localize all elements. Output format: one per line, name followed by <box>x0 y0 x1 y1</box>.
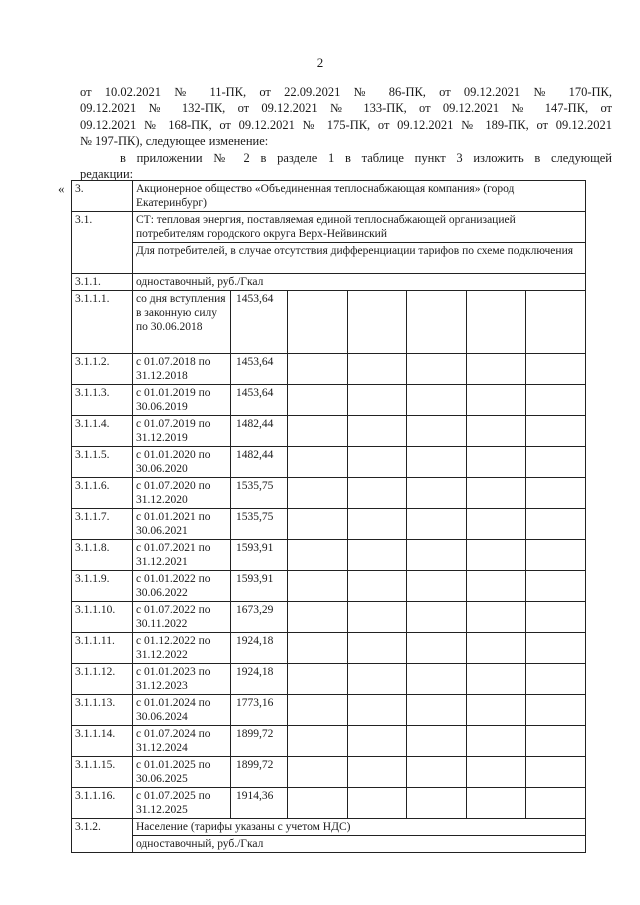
period-cell: с 01.07.2025 по 31.12.2025 <box>133 788 231 819</box>
empty-cell <box>347 633 407 664</box>
table-row <box>72 757 586 788</box>
empty-cell <box>347 416 407 447</box>
empty-cell <box>407 602 467 633</box>
period-cell: с 01.07.2020 по 31.12.2020 <box>133 478 231 509</box>
table-row <box>72 540 586 571</box>
intro-line: 09.12.2021 № 168-ПК, от 09.12.2021 № 175-ПК, от 09.12.2021 № 189-ПК, от 09.12.2021 <box>80 117 612 132</box>
tariff-table <box>71 180 586 853</box>
table-row <box>72 478 586 509</box>
empty-cell <box>526 478 586 509</box>
tariff-value: 1924,18 <box>231 664 288 695</box>
instruction-line: редакции: <box>80 167 134 182</box>
tariff-value: 1773,16 <box>231 695 288 726</box>
row-number: 3. <box>72 181 133 212</box>
empty-cell <box>288 385 348 416</box>
row-number: 3.1. <box>72 212 133 274</box>
empty-cell <box>466 602 526 633</box>
row-number: 3.1.1.16. <box>72 788 133 819</box>
empty-cell <box>347 695 407 726</box>
empty-cell <box>407 695 467 726</box>
empty-cell <box>466 385 526 416</box>
empty-cell <box>347 509 407 540</box>
instruction-line: в приложении № 2 в разделе 1 в таблице пункт 3 изложить в следующей <box>120 151 612 165</box>
table-row <box>72 836 586 853</box>
empty-cell <box>526 416 586 447</box>
empty-cell <box>347 385 407 416</box>
row-number: 3.1.1.10. <box>72 602 133 633</box>
intro-paragraph <box>80 84 612 149</box>
table-row <box>72 726 586 757</box>
empty-cell <box>347 757 407 788</box>
intro-line: от 10.02.2021 № 11-ПК, от 22.09.2021 № 86-ПК, от 09.12.2021 № 170-ПК, <box>80 85 612 99</box>
table-row <box>72 212 586 243</box>
period-cell: с 01.01.2023 по 31.12.2023 <box>133 664 231 695</box>
empty-cell <box>347 788 407 819</box>
table-row <box>72 695 586 726</box>
row-number: 3.1.1.2. <box>72 354 133 385</box>
empty-cell <box>407 757 467 788</box>
table-row <box>72 416 586 447</box>
empty-cell <box>526 633 586 664</box>
empty-cell <box>466 540 526 571</box>
table-row <box>72 291 586 354</box>
period-cell: с 01.01.2020 по 30.06.2020 <box>133 447 231 478</box>
empty-cell <box>347 664 407 695</box>
empty-cell <box>526 540 586 571</box>
row-number: 3.1.1.8. <box>72 540 133 571</box>
table-row <box>72 243 586 274</box>
open-quote: « <box>58 181 65 196</box>
period-cell: с 01.07.2019 по 31.12.2019 <box>133 416 231 447</box>
tariff-value: 1482,44 <box>231 447 288 478</box>
empty-cell <box>466 571 526 602</box>
table-row <box>72 664 586 695</box>
empty-cell <box>407 385 467 416</box>
period-cell: с 01.01.2019 по 30.06.2019 <box>133 385 231 416</box>
empty-cell <box>466 664 526 695</box>
empty-cell <box>407 633 467 664</box>
tariff-value: 1593,91 <box>231 571 288 602</box>
empty-cell <box>526 788 586 819</box>
period-cell: с 01.07.2018 по 31.12.2018 <box>133 354 231 385</box>
row-number: 3.1.1.1. <box>72 291 133 354</box>
row-number: 3.1.1.14. <box>72 726 133 757</box>
empty-cell <box>347 540 407 571</box>
row-number: 3.1.1.11. <box>72 633 133 664</box>
empty-cell <box>407 291 467 354</box>
intro-line: № 197-ПК), следующее изменение: <box>80 133 269 148</box>
empty-cell <box>466 478 526 509</box>
table-row <box>72 633 586 664</box>
table-row <box>72 385 586 416</box>
empty-cell <box>466 633 526 664</box>
table-row <box>72 819 586 836</box>
empty-cell <box>526 602 586 633</box>
period-cell: с 01.01.2025 по 30.06.2025 <box>133 757 231 788</box>
row-number: 3.1.2. <box>72 819 133 853</box>
empty-cell <box>466 509 526 540</box>
row-number: 3.1.1.9. <box>72 571 133 602</box>
empty-cell <box>407 664 467 695</box>
empty-cell <box>347 726 407 757</box>
empty-cell <box>526 291 586 354</box>
empty-cell <box>288 788 348 819</box>
empty-cell <box>466 354 526 385</box>
period-cell: с 01.01.2022 по 30.06.2022 <box>133 571 231 602</box>
tariff-value: 1453,64 <box>231 291 288 354</box>
empty-cell <box>407 416 467 447</box>
row-number: 3.1.1.5. <box>72 447 133 478</box>
period-cell: с 01.07.2022 по 30.11.2022 <box>133 602 231 633</box>
empty-cell <box>526 385 586 416</box>
empty-cell <box>407 571 467 602</box>
empty-cell <box>347 602 407 633</box>
table-row <box>72 509 586 540</box>
empty-cell <box>466 447 526 478</box>
empty-cell <box>466 726 526 757</box>
row-number: 3.1.1.15. <box>72 757 133 788</box>
row-number: 3.1.1. <box>72 274 133 291</box>
empty-cell <box>526 447 586 478</box>
empty-cell <box>526 509 586 540</box>
row-number: 3.1.1.7. <box>72 509 133 540</box>
empty-cell <box>407 509 467 540</box>
period-cell: с 01.01.2021 по 30.06.2021 <box>133 509 231 540</box>
tariff-value: 1535,75 <box>231 478 288 509</box>
empty-cell <box>407 354 467 385</box>
empty-cell <box>288 571 348 602</box>
empty-cell <box>407 540 467 571</box>
empty-cell <box>526 757 586 788</box>
table-row <box>72 602 586 633</box>
tariff-type: одноставочный, руб./Гкал <box>133 836 586 853</box>
period-cell: с 01.01.2024 по 30.06.2024 <box>133 695 231 726</box>
table-row <box>72 571 586 602</box>
empty-cell <box>288 757 348 788</box>
row-number: 3.1.1.3. <box>72 385 133 416</box>
tariff-type: одноставочный, руб./Гкал <box>133 274 586 291</box>
empty-cell <box>466 416 526 447</box>
empty-cell <box>288 540 348 571</box>
empty-cell <box>526 664 586 695</box>
empty-cell <box>288 478 348 509</box>
empty-cell <box>288 726 348 757</box>
empty-cell <box>466 788 526 819</box>
period-cell: с 01.12.2022 по 31.12.2022 <box>133 633 231 664</box>
row-number: 3.1.1.6. <box>72 478 133 509</box>
service-description: СТ: тепловая энергия, поставляемая единой теплоснабжающей организацией потребителям городского округа Верх-Нейвинский <box>133 212 586 243</box>
org-name: Акционерное общество «Объединенная теплоснабжающая компания» (город Екатеринбург) <box>133 181 586 212</box>
empty-cell <box>347 354 407 385</box>
empty-cell <box>288 447 348 478</box>
consumer-category: Население (тарифы указаны с учетом НДС) <box>133 819 586 836</box>
table-row <box>72 181 586 212</box>
table-row <box>72 447 586 478</box>
empty-cell <box>288 602 348 633</box>
table-row <box>72 274 586 291</box>
tariff-value: 1914,36 <box>231 788 288 819</box>
intro-line: 09.12.2021 № 132-ПК, от 09.12.2021 № 133-ПК, от 09.12.2021 № 147-ПК, от <box>80 101 612 116</box>
row-number: 3.1.1.13. <box>72 695 133 726</box>
empty-cell <box>407 726 467 757</box>
empty-cell <box>407 788 467 819</box>
tariff-value: 1924,18 <box>231 633 288 664</box>
empty-cell <box>288 416 348 447</box>
tariff-value: 1482,44 <box>231 416 288 447</box>
page-number: 2 <box>316 55 324 70</box>
empty-cell <box>288 354 348 385</box>
table-row <box>72 788 586 819</box>
row-number: 3.1.1.4. <box>72 416 133 447</box>
instruction-paragraph <box>80 150 612 183</box>
tariff-value: 1535,75 <box>231 509 288 540</box>
period-cell: с 01.07.2021 по 31.12.2021 <box>133 540 231 571</box>
table-row <box>72 354 586 385</box>
empty-cell <box>347 447 407 478</box>
tariff-value: 1899,72 <box>231 757 288 788</box>
empty-cell <box>347 571 407 602</box>
empty-cell <box>288 291 348 354</box>
empty-cell <box>466 695 526 726</box>
empty-cell <box>526 695 586 726</box>
empty-cell <box>466 291 526 354</box>
period-cell: с 01.07.2024 по 31.12.2024 <box>133 726 231 757</box>
empty-cell <box>347 291 407 354</box>
empty-cell <box>526 571 586 602</box>
empty-cell <box>526 354 586 385</box>
empty-cell <box>526 726 586 757</box>
empty-cell <box>407 478 467 509</box>
consumer-category: Для потребителей, в случае отсутствия дифференциации тарифов по схеме подключения <box>133 243 586 274</box>
tariff-value: 1453,64 <box>231 354 288 385</box>
empty-cell <box>466 757 526 788</box>
empty-cell <box>288 633 348 664</box>
empty-cell <box>288 695 348 726</box>
empty-cell <box>407 447 467 478</box>
empty-cell <box>288 509 348 540</box>
row-number: 3.1.1.12. <box>72 664 133 695</box>
tariff-value: 1453,64 <box>231 385 288 416</box>
tariff-value: 1899,72 <box>231 726 288 757</box>
period-cell: со дня вступления в законную силу по 30.06.2018 <box>133 291 231 354</box>
tariff-value: 1673,29 <box>231 602 288 633</box>
tariff-value: 1593,91 <box>231 540 288 571</box>
empty-cell <box>347 478 407 509</box>
empty-cell <box>288 664 348 695</box>
